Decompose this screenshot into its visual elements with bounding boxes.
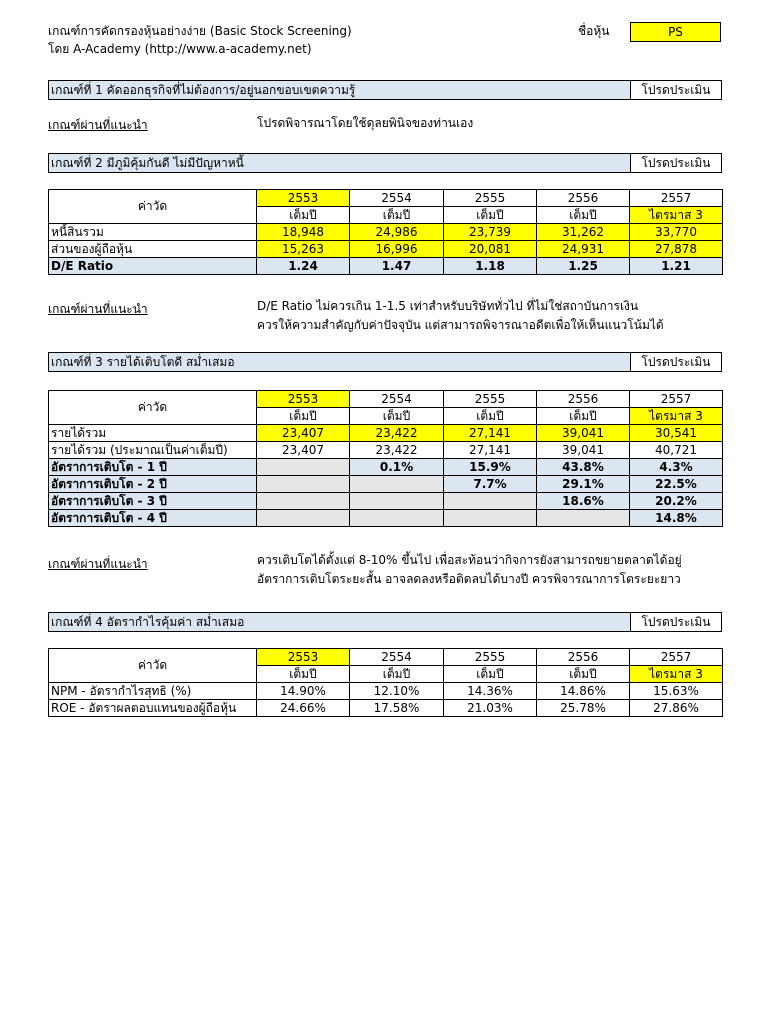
- cell: 21.03%: [444, 700, 537, 717]
- row-label: อัตราการเติบโต - 1 ปี: [49, 459, 257, 476]
- metric-header: ค่าวัด: [49, 391, 257, 425]
- criterion-4-evaluate-cell[interactable]: โปรดประเมิน: [641, 615, 711, 629]
- de-ratio-table: [48, 189, 723, 275]
- cell: [350, 493, 444, 510]
- row-label: รายได้รวม: [49, 425, 257, 442]
- criterion-1-evaluate-cell[interactable]: โปรดประเมิน: [641, 83, 711, 97]
- period-header: เต็มปี: [350, 207, 444, 224]
- criterion-1-recommend-text: [257, 114, 473, 133]
- criterion-2-recommend-label: เกณฑ์ผ่านที่แนะนำ: [48, 302, 148, 316]
- row-label: อัตราการเติบโต - 3 ปี: [49, 493, 257, 510]
- row-label: รายได้รวม (ประมาณเป็นค่าเต็มปี): [49, 442, 257, 459]
- year-header: 2553: [257, 391, 350, 408]
- table-row: [49, 442, 723, 459]
- cell[interactable]: 31,262: [537, 224, 630, 241]
- criterion-2-evaluate-cell[interactable]: โปรดประเมิน: [641, 156, 711, 170]
- period-header: เต็มปี: [257, 207, 350, 224]
- cell: 14.90%: [257, 683, 350, 700]
- criterion-3-recommend-text: [257, 551, 682, 589]
- criterion-3-bar: [48, 352, 722, 372]
- stock-name-label: ชื่อหุ้น: [578, 24, 610, 38]
- cell: [257, 510, 350, 527]
- period-header: ไตรมาส 3: [630, 207, 723, 224]
- year-header: 2554: [350, 649, 444, 666]
- cell: 23,407: [257, 442, 350, 459]
- cell: 20.2%: [630, 493, 723, 510]
- cell: [537, 510, 630, 527]
- table-row: [49, 224, 723, 241]
- row-label: D/E Ratio: [49, 258, 257, 275]
- cell: 27,141: [444, 442, 537, 459]
- table-row: [49, 683, 723, 700]
- cell: 7.7%: [444, 476, 537, 493]
- year-header: 2554: [350, 391, 444, 408]
- table-row: [49, 700, 723, 717]
- period-header: เต็มปี: [537, 207, 630, 224]
- cell: 22.5%: [630, 476, 723, 493]
- table-row: [49, 241, 723, 258]
- criterion-2-bar: [48, 153, 722, 173]
- cell: [444, 510, 537, 527]
- period-header: เต็มปี: [537, 408, 630, 425]
- cell: 1.47: [350, 258, 444, 275]
- row-label: หนี้สินรวม: [49, 224, 257, 241]
- cell: 27.86%: [630, 700, 723, 717]
- cell[interactable]: 24,986: [350, 224, 444, 241]
- year-header: 2556: [537, 649, 630, 666]
- cell[interactable]: 15,263: [257, 241, 350, 258]
- cell: [257, 459, 350, 476]
- table-row: [49, 476, 723, 493]
- metric-header: ค่าวัด: [49, 190, 257, 224]
- cell[interactable]: 18,948: [257, 224, 350, 241]
- cell: 43.8%: [537, 459, 630, 476]
- period-header: เต็มปี: [444, 666, 537, 683]
- cell[interactable]: 39,041: [537, 425, 630, 442]
- period-header: เต็มปี: [444, 408, 537, 425]
- cell[interactable]: 23,739: [444, 224, 537, 241]
- cell: 12.10%: [350, 683, 444, 700]
- table-row: [49, 425, 723, 442]
- page-title: เกณฑ์การคัดกรองหุ้นอย่างง่าย (Basic Stock Screening): [48, 24, 352, 38]
- criterion-1-title: เกณฑ์ที่ 1 คัดออกธุรกิจที่ไม่ต้องการ/อยู่นอกขอบเขตความรู้: [49, 81, 631, 99]
- cell: [257, 476, 350, 493]
- cell: [257, 493, 350, 510]
- year-header: 2555: [444, 391, 537, 408]
- period-header: ไตรมาส 3: [630, 666, 723, 683]
- cell[interactable]: 30,541: [630, 425, 723, 442]
- criterion-3-recommend-label: เกณฑ์ผ่านที่แนะนำ: [48, 557, 148, 571]
- cell: 14.36%: [444, 683, 537, 700]
- cell: 39,041: [537, 442, 630, 459]
- cell[interactable]: 23,407: [257, 425, 350, 442]
- period-header: เต็มปี: [537, 666, 630, 683]
- cell: 1.18: [444, 258, 537, 275]
- year-header: 2553: [257, 190, 350, 207]
- criterion-2-recommend-text: [257, 297, 664, 335]
- table-row: [49, 459, 723, 476]
- cell[interactable]: 20,081: [444, 241, 537, 258]
- row-label: อัตราการเติบโต - 2 ปี: [49, 476, 257, 493]
- metric-header: ค่าวัด: [49, 649, 257, 683]
- cell[interactable]: 27,141: [444, 425, 537, 442]
- criterion-4-title: เกณฑ์ที่ 4 อัตรากำไรคุ้มค่า สม่ำเสมอ: [49, 613, 631, 631]
- criterion-3-evaluate-cell[interactable]: โปรดประเมิน: [641, 355, 711, 369]
- criterion-2-recommend-line: D/E Ratio ไม่ควรเกิน 1-1.5 เท่าสำหรับบริษัททั่วไป ที่ไม่ใช่สถาบันการเงิน: [257, 299, 639, 313]
- cell: 1.24: [257, 258, 350, 275]
- table-row: [49, 493, 723, 510]
- author-line: โดย A-Academy (http://www.a-academy.net): [48, 42, 312, 56]
- criterion-3-title: เกณฑ์ที่ 3 รายได้เติบโตดี สม่ำเสมอ: [49, 353, 631, 371]
- period-header: เต็มปี: [350, 408, 444, 425]
- profitability-table: [48, 648, 723, 717]
- year-header: 2557: [630, 190, 723, 207]
- row-label: ROE - อัตราผลตอบแทนของผู้ถือหุ้น: [49, 700, 257, 717]
- stock-name-field[interactable]: PS: [630, 22, 721, 42]
- cell: 24.66%: [257, 700, 350, 717]
- cell: 1.25: [537, 258, 630, 275]
- period-header: เต็มปี: [444, 207, 537, 224]
- cell: [444, 493, 537, 510]
- cell: 15.63%: [630, 683, 723, 700]
- criterion-1-bar: [48, 80, 722, 100]
- cell[interactable]: 27,878: [630, 241, 723, 258]
- table-row: [49, 510, 723, 527]
- cell[interactable]: 23,422: [350, 425, 444, 442]
- year-header: 2553: [257, 649, 350, 666]
- criterion-2-recommend-line: ควรให้ความสำคัญกับค่าปัจจุบัน แต่สามารถพิจารณาอดีตเพื่อให้เห็นแนวโน้มได้: [257, 318, 664, 332]
- criterion-2-title: เกณฑ์ที่ 2 มีภูมิคุ้มกันดี ไม่มีปัญหาหนี้: [49, 154, 631, 172]
- cell: 14.86%: [537, 683, 630, 700]
- cell: [350, 476, 444, 493]
- cell: [350, 510, 444, 527]
- cell[interactable]: 16,996: [350, 241, 444, 258]
- year-header: 2555: [444, 190, 537, 207]
- row-label: NPM - อัตรากำไรสุทธิ (%): [49, 683, 257, 700]
- period-header: เต็มปี: [257, 408, 350, 425]
- year-header: 2557: [630, 391, 723, 408]
- cell: 29.1%: [537, 476, 630, 493]
- year-header: 2554: [350, 190, 444, 207]
- criterion-1-recommend-label: เกณฑ์ผ่านที่แนะนำ: [48, 118, 148, 132]
- cell: 14.8%: [630, 510, 723, 527]
- year-header: 2555: [444, 649, 537, 666]
- cell[interactable]: 33,770: [630, 224, 723, 241]
- row-label: อัตราการเติบโต - 4 ปี: [49, 510, 257, 527]
- period-header: ไตรมาส 3: [630, 408, 723, 425]
- cell: 17.58%: [350, 700, 444, 717]
- cell[interactable]: 24,931: [537, 241, 630, 258]
- cell: 1.21: [630, 258, 723, 275]
- criterion-3-recommend-line: ควรเติบโตได้ตั้งแต่ 8-10% ขึ้นไป เพื่อสะท้อนว่ากิจการยังสามารถขยายตลาดได้อยู่: [257, 553, 682, 567]
- cell: 18.6%: [537, 493, 630, 510]
- criterion-4-bar: [48, 612, 722, 632]
- cell: 0.1%: [350, 459, 444, 476]
- cell: 15.9%: [444, 459, 537, 476]
- year-header: 2557: [630, 649, 723, 666]
- table-row: [49, 258, 723, 275]
- period-header: เต็มปี: [350, 666, 444, 683]
- revenue-growth-table: [48, 390, 723, 527]
- period-header: เต็มปี: [257, 666, 350, 683]
- cell: 4.3%: [630, 459, 723, 476]
- criterion-3-recommend-line: อัตราการเติบโตระยะสั้น อาจลดลงหรือติดลบได้บางปี ควรพิจารณาการโตระยะยาว: [257, 572, 681, 586]
- row-label: ส่วนของผู้ถือหุ้น: [49, 241, 257, 258]
- year-header: 2556: [537, 391, 630, 408]
- cell: 23,422: [350, 442, 444, 459]
- year-header: 2556: [537, 190, 630, 207]
- cell: 25.78%: [537, 700, 630, 717]
- cell: 40,721: [630, 442, 723, 459]
- criterion-1-recommend-line: โปรดพิจารณาโดยใช้ดุลยพินิจของท่านเอง: [257, 116, 474, 130]
